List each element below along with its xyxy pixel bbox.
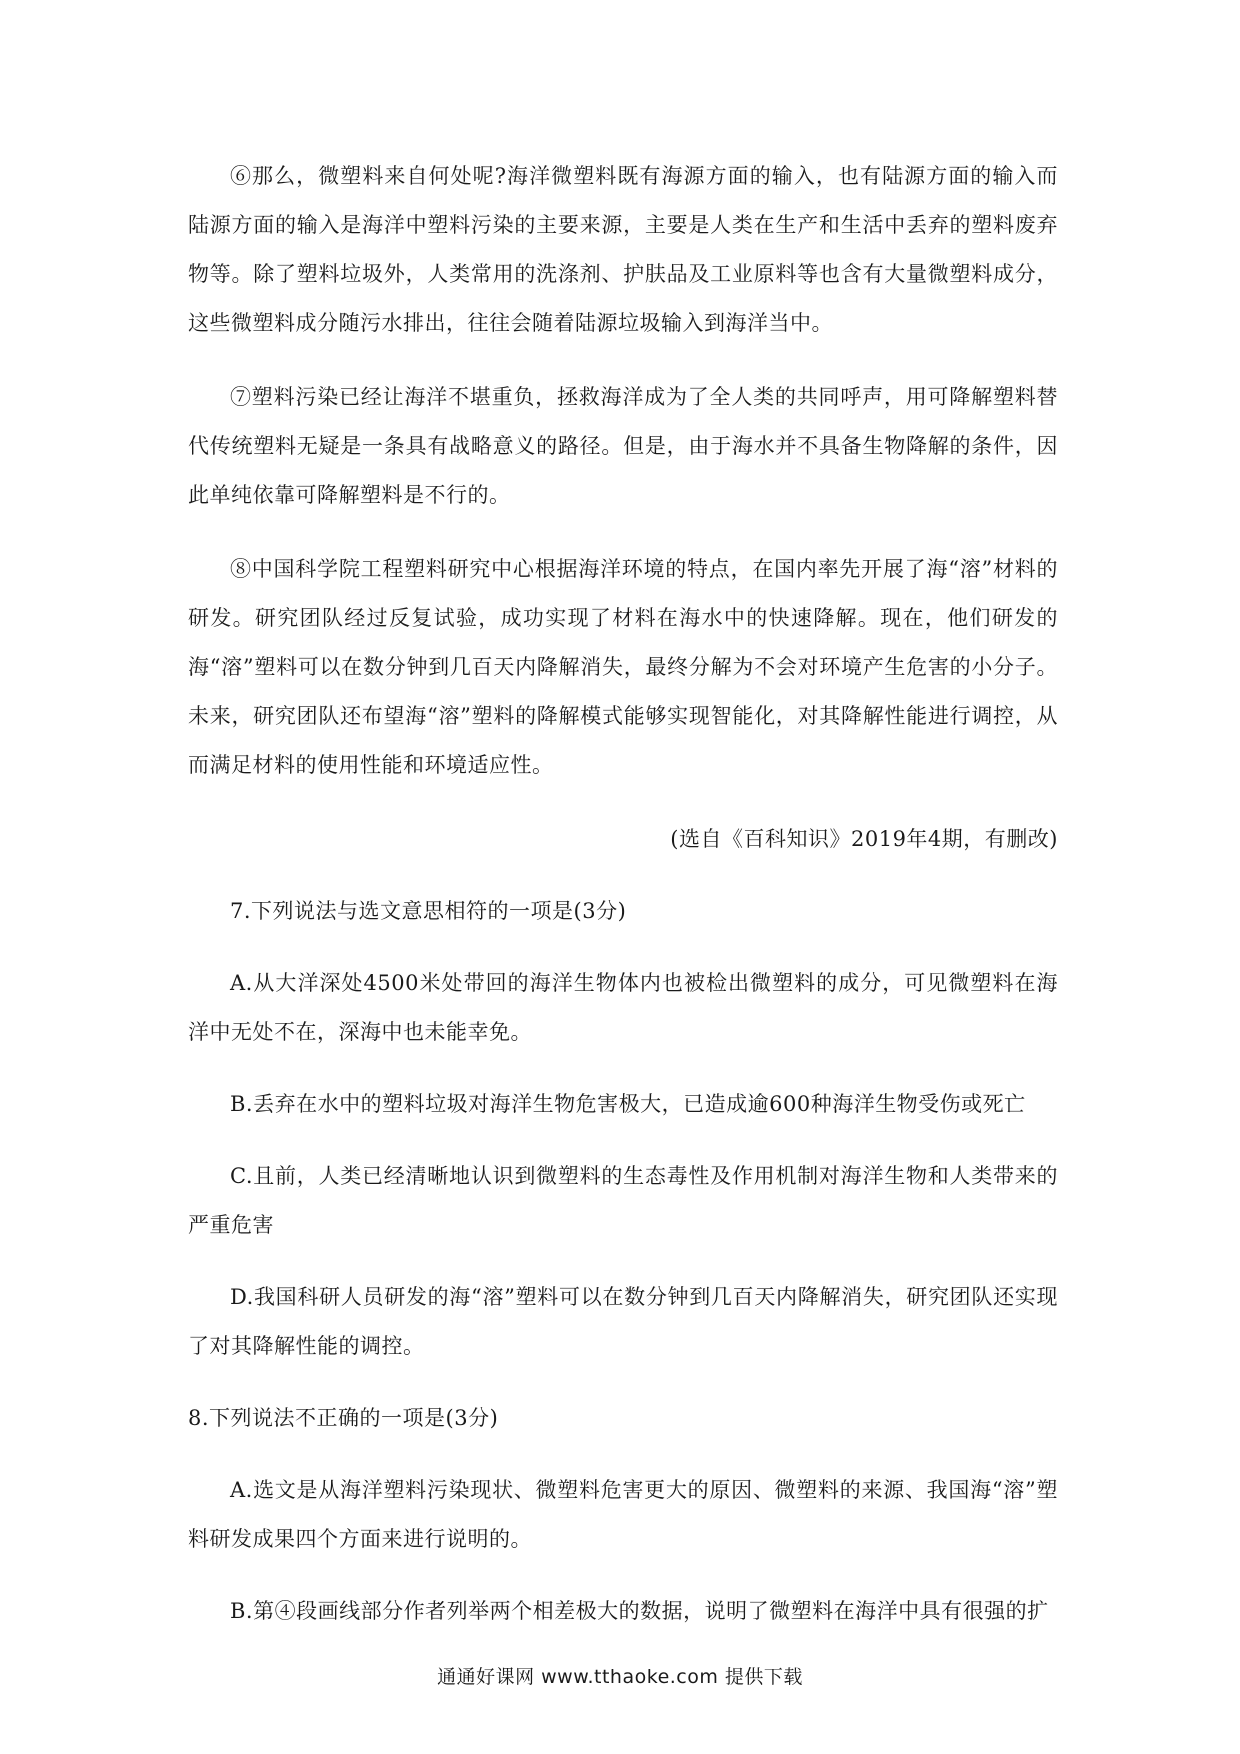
question-7-stem: 7.下列说法与选文意思相符的一项是(3分)	[230, 899, 627, 923]
question-8-stem: 8.下列说法不正确的一项是(3分)	[188, 1406, 499, 1430]
paragraph-7: ⑦塑料污染已经让海洋不堪重负，拯救海洋成为了全人类的共同呼声，用可降解塑料替代传统塑料无疑是一条具有战略意义的路径。但是，由于海水并不具备生物降解的条件，因此单纯依靠可降解塑料是不行的。	[188, 385, 1058, 507]
question-8-option-b: B.第④段画线部分作者列举两个相差极大的数据，说明了微塑料在海洋中具有很强的扩	[230, 1599, 1049, 1623]
question-7-option-a: A.从大洋深处4500米处带回的海洋生物体内也被检出微塑料的成分，可见微塑料在海洋中无处不在，深海中也未能幸免。	[188, 971, 1058, 1044]
document-body	[188, 152, 1058, 1659]
question-7-option-d: D.我国科研人员研发的海“溶”塑料可以在数分钟到几百天内降解消失，研究团队还实现了对其降解性能的调控。	[188, 1285, 1058, 1358]
question-8-option-a: A.选文是从海洋塑料污染现状、微塑料危害更大的原因、微塑料的来源、我国海“溶”塑料研发成果四个方面来进行说明的。	[188, 1478, 1058, 1551]
page-footer: 通通好课网 www.tthaoke.com 提供下载	[437, 1666, 803, 1688]
paragraph-6: ⑥那么，微塑料来自何处呢?海洋微塑料既有海源方面的输入，也有陆源方面的输入而陆源方面的输入是海洋中塑料污染的主要来源，主要是人类在生产和生活中丢弃的塑料废弃物等。除了塑料垃圾外，人类常用的洗涤剂、护肤品及工业原料等也含有大量微塑料成分，这些微塑料成分随污水排出，往往会随着陆源垃圾输入到海洋当中。	[188, 164, 1058, 335]
source-citation: (选自《百科知识》2019年4期，有删改)	[670, 827, 1058, 851]
question-7-option-c: C.且前，人类已经清晰地认识到微塑料的生态毒性及作用机制对海洋生物和人类带来的严重危害	[188, 1164, 1058, 1237]
question-7-option-b: B.丢弃在水中的塑料垃圾对海洋生物危害极大，已造成逾600种海洋生物受伤或死亡	[230, 1092, 1026, 1116]
paragraph-8: ⑧中国科学院工程塑料研究中心根据海洋环境的特点，在国内率先开展了海“溶”材料的研发。研究团队经过反复试验，成功实现了材料在海水中的快速降解。现在，他们研发的海“溶”塑料可以在数分钟到几百天内降解消失，最终分解为不会对环境产生危害的小分子。未来，研究团队还布望海“溶”塑料的降解模式能够实现智能化，对其降解性能进行调控，从而满足材料的使用性能和环境适应性。	[188, 557, 1058, 777]
